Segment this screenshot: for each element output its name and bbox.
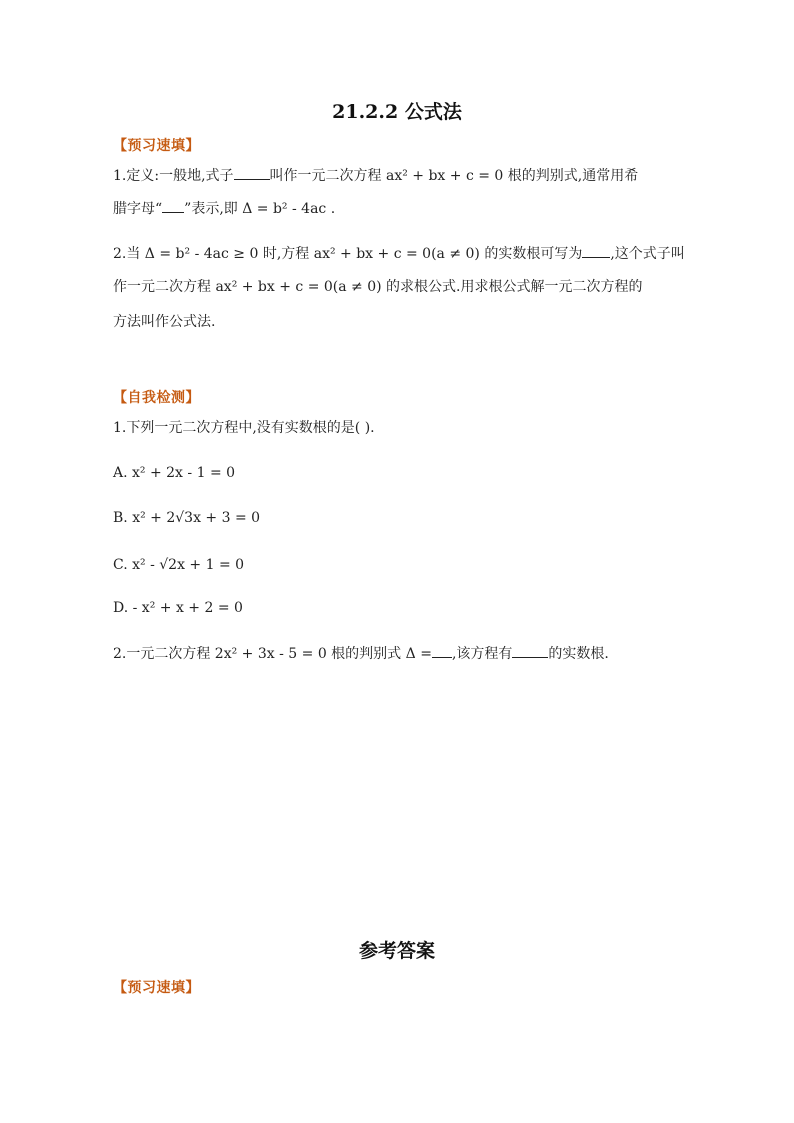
selfcheck-option-a: A. x² + 2x - 1 = 0 [113,465,236,481]
preview-q1-text-d: ”表示,即 Δ = b² - 4ac . [184,201,336,217]
blank-line [582,244,610,258]
preview-question-2-line-3: 方法叫作公式法. [113,314,216,330]
selfcheck-q2-text-c: 的实数根. [548,646,609,662]
preview-question-2-line-2: 作一元二次方程 ax² + bx + c = 0(a ≠ 0) 的求根公式.用求根公式解一元二次方程的 [113,279,643,295]
blank-line [234,166,270,180]
preview-question-1-line-1 [113,166,638,185]
preview-q2-text-b: ,这个式子叫 [610,246,685,262]
answer-section-label-preview: 【预习速填】 [113,980,200,996]
section-label-preview: 【预习速填】 [113,138,200,154]
selfcheck-q2-text-a: 2.一元二次方程 2x² + 3x - 5 = 0 根的判别式 Δ = [113,646,432,662]
selfcheck-option-d: D. - x² + x + 2 = 0 [113,600,243,616]
page-title: 21.2.2 公式法 [332,101,462,123]
selfcheck-option-c: C. x² - √2x + 1 = 0 [113,557,245,573]
blank-line [432,644,452,658]
preview-q1-text-c: 腊字母“ [113,201,163,217]
selfcheck-option-b: B. x² + 2√3x + 3 = 0 [113,510,261,526]
preview-question-2-line-1 [113,244,685,263]
selfcheck-question-1: 1.下列一元二次方程中,没有实数根的是( ). [113,420,375,436]
selfcheck-q2-text-b: ,该方程有 [451,646,513,662]
preview-question-1-line-2 [113,199,335,218]
blank-line [512,644,548,658]
preview-q1-text-b: 叫作一元二次方程 ax² + bx + c = 0 根的判别式,通常用希 [269,168,639,184]
blank-line [162,199,184,213]
answer-title: 参考答案 [358,940,435,962]
preview-q2-text-a: 2.当 Δ = b² - 4ac ≥ 0 时,方程 ax² + bx + c = 0(a ≠ 0) 的实数根可写为 [113,246,583,262]
section-label-selfcheck: 【自我检测】 [113,390,200,406]
selfcheck-question-2 [113,644,609,663]
preview-q1-text-a: 1.定义:一般地,式子 [113,168,234,184]
